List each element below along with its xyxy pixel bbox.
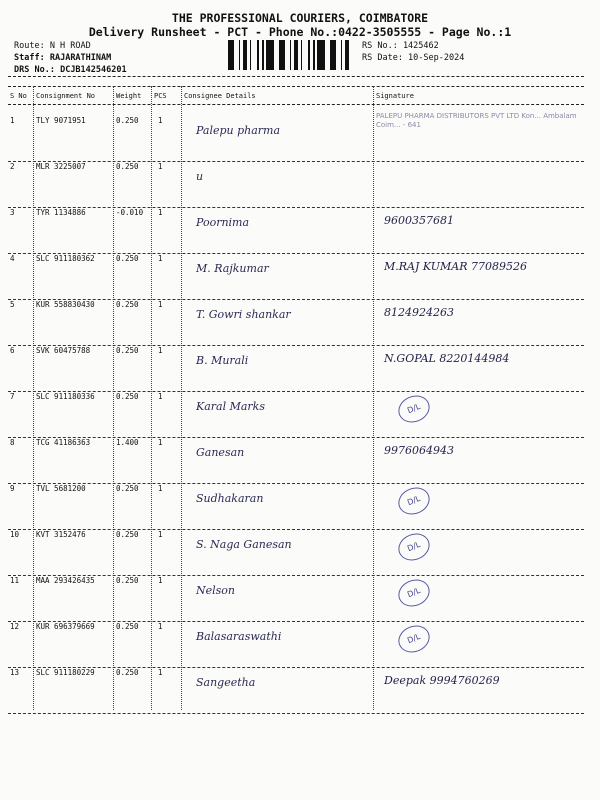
- serial-number: 3: [10, 208, 15, 217]
- pcs-value: 1: [158, 254, 163, 263]
- consignment-number: KVT 3152476: [36, 530, 86, 539]
- weight-value: 0.250: [116, 530, 139, 539]
- pcs-value: 1: [158, 346, 163, 355]
- runsheet-subtitle: Delivery Runsheet - PCT - Phone No.:0422-3505555 - Page No.:1: [88, 25, 512, 39]
- serial-number: 1: [10, 116, 15, 125]
- col-consignment: Consignment No: [36, 92, 96, 100]
- dl-stamp: D/L: [394, 391, 433, 427]
- rs-date: RS Date: 10-Sep-2024: [362, 53, 465, 63]
- barcode-bar: [243, 40, 246, 70]
- serial-number: 12: [10, 622, 20, 631]
- pcs-value: 1: [158, 622, 163, 631]
- row-divider: [8, 713, 584, 714]
- weight-value: -0.010: [116, 208, 144, 217]
- consignment-number: TCG 41186363: [36, 438, 91, 447]
- weight-value: 0.250: [116, 392, 139, 401]
- table-row: [0, 254, 600, 300]
- company-stamp-text: PALEPU PHARMA DISTRIBUTORS PVT LTD Kon... Ambalam Coim... - 641: [376, 112, 577, 129]
- header-divider: [8, 76, 584, 77]
- consignment-number: TLY 9071951: [36, 116, 86, 125]
- barcode-bar: [330, 40, 333, 70]
- table-row: [0, 576, 600, 622]
- serial-number: 4: [10, 254, 15, 263]
- barcode-bar: [301, 40, 302, 70]
- serial-number: 9: [10, 484, 15, 493]
- consignment-number: SLC 911180229: [36, 668, 95, 677]
- weight-value: 0.250: [116, 162, 139, 171]
- weight-value: 0.250: [116, 116, 139, 125]
- consignment-number: TVL 5681200: [36, 484, 86, 493]
- weight-value: 0.250: [116, 254, 139, 263]
- col-signature: Signature: [376, 92, 414, 100]
- signature-text: 9600357681: [384, 214, 454, 227]
- table-row: [0, 438, 600, 484]
- weight-value: 0.250: [116, 668, 139, 677]
- weight-value: 0.250: [116, 300, 139, 309]
- col-consignee: Consignee Details: [184, 92, 256, 100]
- dl-stamp: D/L: [394, 621, 433, 657]
- consignee-name: Balasaraswathi: [196, 630, 282, 643]
- table-row: [0, 392, 600, 438]
- dl-stamp: D/L: [394, 575, 433, 611]
- weight-value: 0.250: [116, 346, 139, 355]
- weight-value: 1.400: [116, 438, 139, 447]
- drs-value: DCJB142546201: [60, 65, 127, 75]
- pcs-value: 1: [158, 162, 163, 171]
- consignment-number: SLC 911180336: [36, 392, 95, 401]
- barcode-bar: [282, 40, 285, 70]
- barcode-bar: [262, 40, 264, 70]
- barcode-bar: [257, 40, 259, 70]
- serial-number: 8: [10, 438, 15, 447]
- weight-value: 0.250: [116, 622, 139, 631]
- consignee-name: Poornima: [196, 216, 250, 229]
- barcode-bar: [294, 40, 297, 70]
- staff-field: [14, 53, 111, 63]
- serial-number: 5: [10, 300, 15, 309]
- consignee-name: Sudhakaran: [196, 492, 264, 505]
- pcs-value: 1: [158, 208, 163, 217]
- signature-text: M.RAJ KUMAR 77089526: [384, 260, 527, 273]
- table-row: [0, 622, 600, 668]
- table-row: [0, 530, 600, 576]
- barcode-bar: [269, 40, 271, 70]
- weight-value: 0.250: [116, 484, 139, 493]
- table-row: [0, 300, 600, 346]
- serial-number: 2: [10, 162, 15, 171]
- col-weight: Weight: [116, 92, 142, 100]
- consignee-name: M. Rajkumar: [196, 262, 269, 275]
- barcode-bar: [228, 40, 231, 70]
- barcode-bar: [313, 40, 315, 70]
- header-bottom-border: [8, 104, 584, 105]
- consignment-number: SLC 911180362: [36, 254, 95, 263]
- barcode-bar: [348, 40, 349, 70]
- dl-stamp: D/L: [394, 483, 433, 519]
- barcode-bar: [308, 40, 310, 70]
- serial-number: 7: [10, 392, 15, 401]
- barcode-bar: [345, 40, 348, 70]
- pcs-value: 1: [158, 438, 163, 447]
- route-field: Route: N H ROAD: [14, 41, 91, 51]
- consignee-name: S. Naga Ganesan: [196, 538, 292, 551]
- consignee-name: Nelson: [196, 584, 236, 597]
- consignee-name: B. Murali: [196, 354, 249, 367]
- consignee-name: u: [196, 170, 204, 183]
- col-sno: S No: [10, 92, 27, 100]
- drs-label: DRS No.:: [14, 65, 55, 75]
- barcode-bar: [250, 40, 251, 70]
- pcs-value: 1: [158, 668, 163, 677]
- barcode-bar: [239, 40, 240, 70]
- signature-text: 8124924263: [384, 306, 454, 319]
- table-top-border: [8, 86, 584, 87]
- consignment-number: MLR 3225007: [36, 162, 86, 171]
- barcode-bar: [341, 40, 342, 70]
- pcs-value: 1: [158, 576, 163, 585]
- company-title: THE PROFESSIONAL COURIERS, COIMBATORE: [171, 11, 429, 25]
- consignment-number: TYR 1134886: [36, 208, 86, 217]
- consignment-number: KUR 696379669: [36, 622, 95, 631]
- barcode-bar: [290, 40, 291, 70]
- consignee-name: Ganesan: [196, 446, 245, 459]
- pcs-value: 1: [158, 392, 163, 401]
- consignee-name: Sangeetha: [196, 676, 256, 689]
- barcode-image: [228, 40, 352, 70]
- consignee-name: Karal Marks: [196, 400, 265, 413]
- barcode-bar: [266, 40, 269, 70]
- barcode-bar: [231, 40, 234, 70]
- weight-value: 0.250: [116, 576, 139, 585]
- staff-label: Staff:: [14, 53, 45, 63]
- table-row: [0, 484, 600, 530]
- table-row: [0, 346, 600, 392]
- consignee-name: Palepu pharma: [196, 124, 281, 137]
- serial-number: 13: [10, 668, 20, 677]
- serial-number: 11: [10, 576, 20, 585]
- barcode-bar: [271, 40, 274, 70]
- drs-field: [14, 65, 127, 75]
- barcode-bar: [317, 40, 320, 70]
- barcode-bar: [246, 40, 247, 70]
- rs-number: RS No.: 1425462: [362, 41, 439, 51]
- barcode-bar: [333, 40, 336, 70]
- barcode-bar: [322, 40, 325, 70]
- table-row: [0, 208, 600, 254]
- pcs-value: 1: [158, 300, 163, 309]
- barcode-bar: [320, 40, 322, 70]
- barcode-bar: [279, 40, 282, 70]
- consignment-number: SVK 60475788: [36, 346, 91, 355]
- consignee-name: T. Gowri shankar: [196, 308, 291, 321]
- consignment-number: KUR 558830430: [36, 300, 95, 309]
- company-stamp: [376, 112, 586, 188]
- signature-text: 9976064943: [384, 444, 454, 457]
- signature-text: N.GOPAL 8220144984: [384, 352, 510, 365]
- barcode-bar: [297, 40, 298, 70]
- col-pcs: PCS: [154, 92, 167, 100]
- consignment-number: MAA 293426435: [36, 576, 95, 585]
- table-row: [0, 668, 600, 714]
- pcs-value: 1: [158, 484, 163, 493]
- serial-number: 10: [10, 530, 20, 539]
- serial-number: 6: [10, 346, 15, 355]
- pcs-value: 1: [158, 116, 163, 125]
- staff-value: RAJARATHINAM: [49, 53, 112, 63]
- signature-text: Deepak 9994760269: [384, 674, 500, 687]
- pcs-value: 1: [158, 530, 163, 539]
- dl-stamp: D/L: [394, 529, 433, 565]
